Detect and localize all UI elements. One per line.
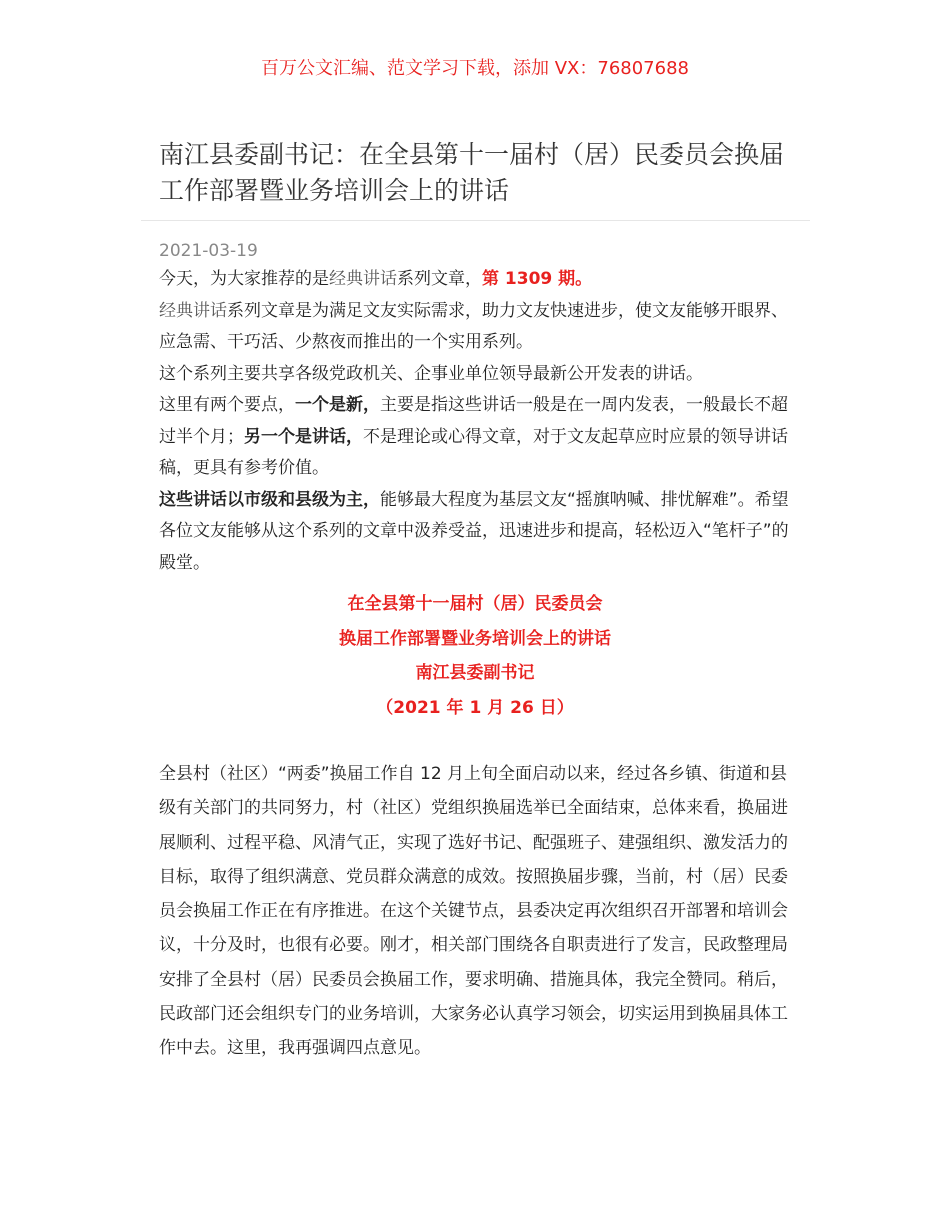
intro-section: [159, 264, 795, 579]
series-name: 经典讲话: [159, 300, 227, 321]
intro-text: 主要是指这些讲话一般是在一周内发表，一般最长不超过半个月；: [159, 395, 788, 447]
body-paragraph: 全县村（社区）“两委”换届工作自 12 月上旬全面启动以来，经过各乡镇、街道和县级有关部门的共同努力，村（社区）党组织换届选举已全面结束，总体来看，换届进展顺利、过程平稳、风清气正，实现了选好书记、配强班子、建强组织、激发活力的目标，取得了组织满意、党员群众满意的成效。按照换届步骤，当前，村（居）民委员会换届工作正在有序推进。在这个关键节点，县委决定再次组织召开部署和培训会议，十分及时，也很有必要。刚才，相关部门围绕各自职责进行了发言，民政整理局安排了全县村（居）民委员会换届工作，要求明确、措施具体，我完全赞同。稍后，民政部门还会组织专门的业务培训，大家务必认真学习领会，切实运用到换届具体工作中去。这里，我再强调四点意见。: [159, 764, 788, 1059]
promo-banner: 百万公文汇编、范文学习下载，添加 VX：76807688: [261, 58, 689, 79]
intro-text: 能够最大程度为基层文友“摇旗呐喊、排忧解难”。希望各位文友能够从这个系列的文章中汲养受益，迅速进步和提高，轻松迈入“笔杆子”的殿堂。: [159, 489, 789, 573]
intro-text: 不是理论或心得文章，对于文友起草应时应景的领导讲话稿，更具有参考价值。: [159, 426, 788, 478]
key-point-speech: 另一个是讲话，: [244, 426, 363, 447]
key-point-new: 一个是新，: [295, 395, 380, 415]
issue-number: 第 1309 期。: [482, 269, 593, 289]
intro-paragraph-4: [159, 390, 795, 485]
speech-title-line-2: 换届工作部署暨业务培训会上的讲话: [339, 628, 611, 649]
series-name: 经典讲话: [329, 269, 397, 289]
intro-text: 系列文章，: [397, 269, 482, 289]
speech-date: （2021 年 1 月 26 日）: [376, 697, 574, 718]
speech-title-line-1: 在全县第十一届村（居）民委员会: [347, 594, 603, 614]
speech-heading: [0, 587, 950, 725]
publish-date: 2021-03-19: [159, 241, 258, 261]
intro-text: 今天，为大家推荐的是: [159, 269, 329, 289]
intro-text: 系列文章是为满足文友实际需求，助力文友快速进步，使文友能够开眼界、应急需、干巧活、少熬夜而推出的一个实用系列。: [159, 300, 788, 352]
intro-paragraph-5: [159, 485, 795, 580]
intro-paragraph-2: [159, 296, 795, 359]
title-divider: [141, 220, 810, 221]
intro-text: 这里有两个要点，: [159, 395, 295, 415]
article-title: 南江县委副书记：在全县第十一届村（居）民委员会换届工作部署暨业务培训会上的讲话: [159, 140, 785, 205]
intro-paragraph-1: [159, 264, 795, 296]
intro-paragraph-3: 这个系列主要共享各级党政机关、企事业单位领导最新公开发表的讲话。: [159, 363, 703, 384]
speaker-name: 南江县委副书记: [415, 663, 535, 683]
key-point-level: 这些讲话以市级和县级为主，: [159, 489, 380, 510]
